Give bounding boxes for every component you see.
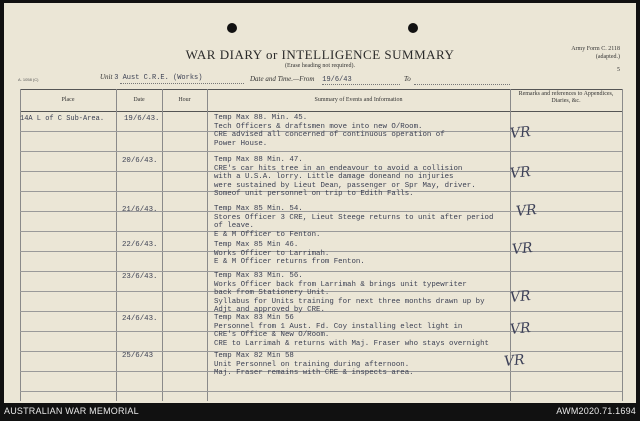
remarks-initials: VR — [511, 239, 534, 259]
remarks-initials: VR — [509, 287, 532, 307]
remarks-initials: VR — [509, 123, 532, 143]
entry-date: 19/6/43. — [124, 115, 160, 123]
entry-text: Temp Max 82 Min 58 Unit Personnel on training during afternoon. Maj. Fraser remains with CRE & inspects area. — [214, 352, 414, 378]
date-field — [250, 75, 352, 84]
date-hour-divider — [162, 89, 163, 401]
entry-date: 20/6/43. — [122, 157, 158, 165]
form-code: A. 1058 (C) — [18, 77, 39, 82]
punch-hole — [227, 23, 237, 33]
page-mark: 5 — [617, 67, 620, 73]
header-remarks: Remarks and references to Appendices, Diaries, &c. — [518, 91, 614, 104]
date-underline — [322, 84, 400, 85]
to-underline — [414, 84, 510, 85]
unit-field — [100, 73, 202, 82]
header-summary: Summary of Events and Information — [314, 97, 403, 103]
remarks-initials: VR — [503, 351, 526, 371]
row-rule — [20, 391, 622, 392]
war-diary-sheet — [4, 3, 636, 403]
entry-place: 14A L of C Sub-Area. — [20, 115, 105, 123]
entry-text: Temp Max 88. Min. 45. Tech Officers & draftsmen move into new O/Room. CRE advised all concerned of continuous operation of Power House. — [214, 114, 445, 148]
entry-text: Temp Max 83 Min. 56. Works Officer back from Larrimah & brings unit typewriter back from Stationery Unit. Syllabus for Units training for next three months drawn up by Adjt and approved by CRE. — [214, 272, 485, 315]
footer-accession-number: AWM2020.71.1694 — [556, 406, 636, 416]
entry-text: Temp Max 85 Min 46. Works Officer to Larrimah. E & M Officer returns from Fenton. — [214, 241, 365, 267]
header-place: Place — [61, 97, 75, 103]
header-date: Date — [133, 97, 145, 103]
army-form-number: Army Form C. 2118 — [571, 46, 620, 52]
entry-date: 23/6/43. — [122, 273, 158, 281]
entry-date: 25/6/43 — [122, 352, 154, 360]
table-top-rule — [20, 89, 622, 90]
unit-label: Unit — [100, 73, 113, 81]
entry-date: 21/6/43. — [122, 206, 158, 214]
date-label: Date and Time.—From — [250, 75, 315, 83]
remarks-initials: VR — [509, 163, 532, 183]
punch-hole — [408, 23, 418, 33]
remarks-initials: VR — [515, 201, 538, 221]
entry-text: Temp Max 85 Min. 54. Stores Officer 3 CRE, Lieut Steege returns to unit after period of leave. E & M Officer to Fenton. — [214, 205, 494, 239]
entry-text: Temp Max 83 Min 56 Personnel from 1 Aust. Fd. Coy installing elect light in CRE's Office & New O/Room. CRE to Larrimah & returns with Maj. Fraser who stays overnight — [214, 314, 489, 348]
table-right-border — [622, 89, 623, 401]
entry-date: 24/6/43. — [122, 315, 158, 323]
form-subtitle: (Erase heading not required). — [285, 63, 355, 69]
date-from-value: 19/6/43 — [322, 76, 352, 84]
form-title: WAR DIARY or INTELLIGENCE SUMMARY — [185, 47, 455, 62]
header-hour: Hour — [178, 97, 191, 103]
row-rule — [20, 151, 622, 152]
adapted-note: (adapted.) — [595, 54, 620, 60]
to-label: To — [404, 75, 411, 83]
unit-value: 3 Aust C.R.E. (Works) — [114, 74, 203, 82]
hour-summary-divider — [207, 89, 208, 401]
header-bottom-rule — [20, 111, 622, 112]
footer-credit: AUSTRALIAN WAR MEMORIAL — [4, 406, 139, 416]
unit-underline — [120, 83, 244, 84]
remarks-initials: VR — [509, 319, 532, 339]
place-date-divider — [116, 89, 117, 401]
entry-text: Temp Max 88 Min. 47. CRE's car hits tree in an endeavour to avoid a collision with a U.S.A. lorry. Little damage doneand no injuries were sustained by Lieut Dean, passenger or Spr May, driver. Someof unit personnel on trip to Edith Falls. — [214, 156, 476, 199]
entry-date: 22/6/43. — [122, 241, 158, 249]
table-left-border — [20, 89, 21, 401]
